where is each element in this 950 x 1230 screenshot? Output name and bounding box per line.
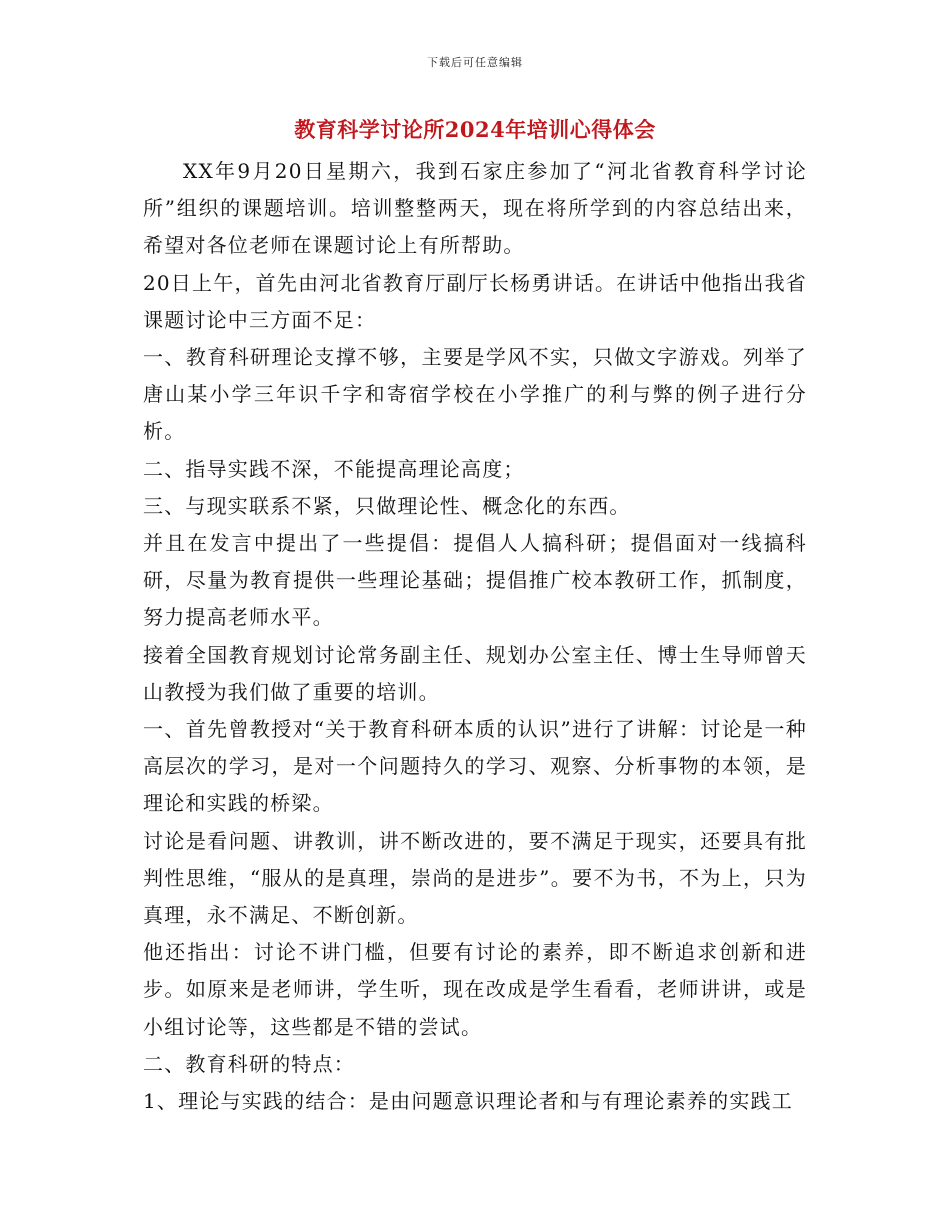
document-body (143, 153, 807, 1120)
paragraph: 20日上午，首先由河北省教育厅副厅长杨勇讲话。在讲话中他指出我省课题讨论中三方面不足： (143, 270, 807, 332)
paragraph: 三、与现实联系不紧，只做理论性、概念化的东西。 (143, 493, 631, 518)
paragraph: 一、首先曾教授对“关于教育科研本质的认识”进行了讲解：讨论是一种高层次的学习，是对一个问题持久的学习、观察、分析事物的本领，是理论和实践的桥梁。 (143, 717, 807, 816)
document-title: 教育科学讨论所2024年培训心得体会 (294, 117, 656, 142)
paragraph: 二、教育科研的特点： (143, 1051, 355, 1076)
paragraph: 并且在发言中提出了一些提倡：提倡人人搞科研；提倡面对一线搞科研，尽量为教育提供一些理论基础；提倡推广校本教研工作，抓制度，努力提高老师水平。 (143, 531, 807, 630)
paragraph: 二、指导实践不深，不能提高理论高度； (143, 456, 525, 481)
paragraph: 讨论是看问题、讲教训，讲不断改进的，要不满足于现实，还要具有批判性思维，“服从的是真理，崇尚的是进步”。要不为书，不为上，只为真理，永不满足、不断创新。 (143, 828, 807, 928)
header-note: 下载后可任意编辑 (427, 56, 523, 69)
paragraph: 他还指出：讨论不讲门槛，但要有讨论的素养，即不断追求创新和进步。如原来是老师讲，学生听，现在改成是学生看看，老师讲讲，或是小组讨论等，这些都是不错的尝试。 (143, 940, 807, 1039)
paragraph: 接着全国教育规划讨论常务副主任、规划办公室主任、博士生导师曾天山教授为我们做了重要的培训。 (143, 642, 807, 704)
paragraph: 1、理论与实践的结合：是由问题意识理论者和与有理论素养的实践工 (143, 1089, 793, 1114)
paragraph: 一、教育科研理论支撑不够，主要是学风不实，只做文字游戏。列举了唐山某小学三年识千字和寄宿学校在小学推广的利与弊的例子进行分析。 (143, 345, 807, 444)
paragraph: XX年9月20日星期六，我到石家庄参加了“河北省教育科学讨论所”组织的课题培训。培训整整两天，现在将所学到的内容总结出来，希望对各位老师在课题讨论上有所帮助。 (143, 159, 807, 258)
